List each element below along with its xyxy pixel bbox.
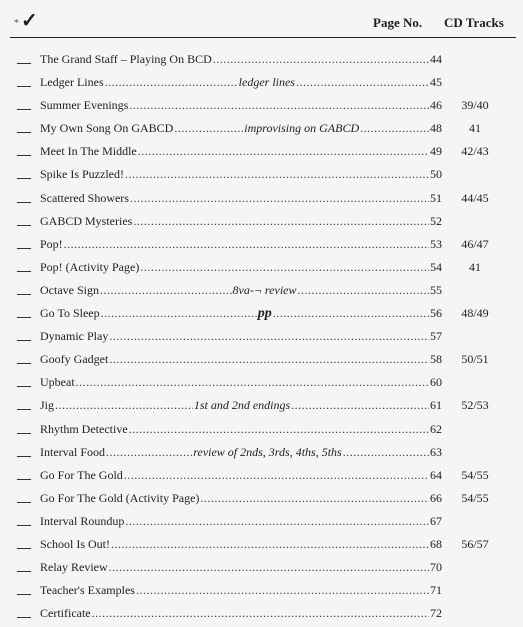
toc-entry <box>40 235 442 253</box>
dot-leader <box>136 581 429 599</box>
checkbox-blank-line[interactable] <box>17 525 31 526</box>
entry-cd-tracks: 42/43 <box>461 144 489 159</box>
dot-leader <box>297 281 429 299</box>
toc-entry <box>40 212 442 230</box>
checkbox-blank-line[interactable] <box>17 502 31 503</box>
entry-cd-tracks: 54/55 <box>461 467 489 482</box>
toc-header <box>0 6 523 36</box>
dot-leader <box>174 119 243 137</box>
entry-title: My Own Song On GABCD <box>40 121 174 136</box>
entry-cd-tracks: 41 <box>469 259 481 274</box>
dot-leader <box>109 327 429 345</box>
checkbox-blank-line[interactable] <box>17 386 31 387</box>
dot-leader <box>100 281 232 299</box>
entry-cd-tracks: 56/57 <box>461 536 489 551</box>
dot-leader <box>291 396 429 414</box>
entry-cd-tracks: 48/49 <box>461 306 489 321</box>
entry-page-number: 44 <box>430 52 442 66</box>
entry-page-number: 54 <box>430 259 442 274</box>
dot-leader <box>130 189 429 207</box>
dot-leader <box>125 165 429 183</box>
entry-page-number: 53 <box>430 236 442 251</box>
toc-row <box>0 396 523 419</box>
checkbox-blank-line[interactable] <box>17 617 31 618</box>
entry-page-number: 71 <box>430 583 442 598</box>
dot-leader <box>360 119 429 137</box>
entry-page-number: 58 <box>430 352 442 367</box>
checkbox-blank-line[interactable] <box>17 479 31 480</box>
toc-row <box>0 373 523 396</box>
entry-page-number: 64 <box>430 467 442 482</box>
toc-row <box>0 350 523 373</box>
toc-row <box>0 512 523 535</box>
entry-title: Rhythm Detective <box>40 421 128 436</box>
checkbox-blank-line[interactable] <box>17 548 31 549</box>
header-divider <box>10 37 516 38</box>
entry-title: Relay Review <box>40 560 108 575</box>
dot-leader <box>92 604 429 622</box>
entry-title: Upbeat <box>40 375 75 390</box>
entry-page-number: 62 <box>430 421 442 436</box>
toc-row <box>0 258 523 281</box>
entry-page-number: 48 <box>430 121 442 136</box>
toc-row <box>0 466 523 489</box>
entry-title: Pop! <box>40 236 63 251</box>
toc-entry <box>40 304 442 323</box>
dot-leader <box>133 212 429 230</box>
toc-row <box>0 235 523 258</box>
entry-title: Meet In The Middle <box>40 144 137 159</box>
asterisk-mark: * <box>14 18 19 29</box>
entry-title: Spike Is Puzzled! <box>40 167 124 182</box>
toc-row <box>0 189 523 212</box>
checkbox-blank-line[interactable] <box>17 86 31 87</box>
checkbox-blank-line[interactable] <box>17 294 31 295</box>
entry-page-number: 50 <box>430 167 442 182</box>
toc-entry <box>40 581 442 599</box>
toc-entry <box>40 258 442 276</box>
entry-cd-tracks: 52/53 <box>461 398 489 413</box>
entry-cd-tracks: 44/45 <box>461 190 489 205</box>
checkbox-blank-line[interactable] <box>17 132 31 133</box>
toc-row <box>0 142 523 165</box>
toc-row <box>0 581 523 604</box>
entry-concept-note: improvising on GABCD <box>244 121 360 136</box>
checkbox-blank-line[interactable] <box>17 363 31 364</box>
entry-page-number: 66 <box>430 490 442 505</box>
dot-leader <box>343 443 429 461</box>
dot-leader <box>125 512 429 530</box>
entry-title: Scattered Showers <box>40 190 129 205</box>
entry-title: Octave Sign <box>40 282 99 297</box>
table-of-contents <box>0 50 523 627</box>
toc-entry <box>40 373 442 391</box>
toc-entry <box>40 350 442 368</box>
checkbox-blank-line[interactable] <box>17 317 31 318</box>
entry-page-number: 61 <box>429 398 442 413</box>
toc-entry <box>40 535 442 553</box>
toc-entry <box>40 512 442 530</box>
toc-row <box>0 558 523 581</box>
checkbox-blank-line[interactable] <box>17 63 31 64</box>
toc-row <box>0 73 523 96</box>
toc-entry <box>40 396 442 414</box>
entry-page-number: 70 <box>430 560 442 575</box>
dot-leader <box>76 373 429 391</box>
toc-entry <box>40 443 442 461</box>
dot-leader <box>129 420 429 438</box>
toc-entry <box>40 327 442 345</box>
entry-cd-tracks: 41 <box>469 121 481 136</box>
toc-row <box>0 212 523 235</box>
dot-leader <box>109 558 429 576</box>
dot-leader <box>106 443 192 461</box>
entry-page-number: 46 <box>430 98 442 113</box>
entry-title: School Is Out! <box>40 536 110 551</box>
toc-entry <box>40 558 442 576</box>
dot-leader <box>101 304 257 322</box>
entry-title: Jig <box>40 398 55 413</box>
toc-entry <box>40 604 442 622</box>
entry-title: Interval Food <box>40 444 105 459</box>
entry-title: Go For The Gold <box>40 467 123 482</box>
entry-concept-note: 8va-¬ review <box>232 282 297 297</box>
checkbox-blank-line[interactable] <box>17 109 31 110</box>
dot-leader <box>64 235 429 253</box>
checkbox-blank-line[interactable] <box>17 248 31 249</box>
entry-title: Pop! (Activity Page) <box>40 259 140 274</box>
toc-row <box>0 96 523 119</box>
toc-entry <box>40 96 442 114</box>
dot-leader <box>109 350 429 368</box>
checkbox-blank-line[interactable] <box>17 456 31 457</box>
checkbox-blank-line[interactable] <box>17 594 31 595</box>
entry-page-number: 55 <box>430 282 442 297</box>
entry-page-number: 60 <box>430 375 442 390</box>
toc-entry <box>40 466 442 484</box>
dot-leader <box>138 142 429 160</box>
toc-entry <box>40 165 442 183</box>
entry-title: Dynamic Play <box>40 329 109 344</box>
toc-row <box>0 489 523 512</box>
entry-concept-note: review of 2nds, 3rds, 4ths, 5ths <box>193 444 342 459</box>
toc-entry <box>40 489 442 507</box>
toc-row <box>0 50 523 73</box>
entry-page-number: 56 <box>429 306 442 321</box>
checkbox-blank-line[interactable] <box>17 409 31 410</box>
dot-leader <box>200 489 429 507</box>
entry-page-number: 51 <box>430 190 442 205</box>
entry-cd-tracks: 50/51 <box>461 352 489 367</box>
checkbox-blank-line[interactable] <box>17 225 31 226</box>
entry-title: GABCD Mysteries <box>40 213 133 228</box>
cd-tracks-column-header: CD Tracks <box>444 15 504 30</box>
entry-cd-tracks: 39/40 <box>461 98 489 113</box>
checkbox-blank-line[interactable] <box>17 433 31 434</box>
checkbox-blank-line[interactable] <box>17 571 31 572</box>
toc-entry <box>40 119 442 137</box>
toc-row <box>0 281 523 304</box>
entry-page-number: 57 <box>430 329 442 344</box>
entry-concept-note: pp <box>257 306 272 322</box>
dot-leader <box>273 304 429 322</box>
checkbox-blank-line[interactable] <box>17 271 31 272</box>
toc-row <box>0 443 523 466</box>
entry-page-number: 52 <box>430 213 442 228</box>
checkbox-blank-line[interactable] <box>17 202 31 203</box>
dot-leader <box>111 535 429 553</box>
toc-row <box>0 420 523 443</box>
dot-leader <box>213 50 429 68</box>
toc-row <box>0 327 523 350</box>
entry-concept-note: ledger lines <box>238 75 295 90</box>
entry-page-number: 63 <box>429 444 442 459</box>
checkbox-blank-line[interactable] <box>17 155 31 156</box>
entry-title: Go For The Gold (Activity Page) <box>40 490 200 505</box>
toc-row <box>0 304 523 327</box>
toc-entry <box>40 189 442 207</box>
entry-cd-tracks: 54/55 <box>461 490 489 505</box>
toc-entry <box>40 73 442 91</box>
entry-page-number: 72 <box>430 606 442 621</box>
entry-page-number: 45 <box>430 75 442 90</box>
entry-concept-note: 1st and 2nd endings <box>193 398 291 413</box>
entry-page-number: 68 <box>430 536 442 551</box>
checkbox-blank-line[interactable] <box>17 340 31 341</box>
toc-row <box>0 604 523 627</box>
dot-leader <box>296 73 429 91</box>
check-mark-icon: ✓ <box>21 10 38 32</box>
toc-row <box>0 535 523 558</box>
entry-title: Teacher's Examples <box>40 583 135 598</box>
entry-title: Interval Roundup <box>40 513 125 528</box>
toc-row <box>0 165 523 188</box>
entry-title: Go To Sleep <box>40 306 100 321</box>
entry-page-number: 67 <box>430 513 442 528</box>
entry-title: Ledger Lines <box>40 75 104 90</box>
dot-leader <box>55 396 193 414</box>
entry-title: Summer Evenings <box>40 98 129 113</box>
toc-entry <box>40 50 442 68</box>
entry-title: The Grand Staff – Playing On BCD <box>40 52 212 66</box>
page-no-column-header: Page No. <box>373 15 423 30</box>
dot-leader <box>124 466 429 484</box>
checkbox-blank-line[interactable] <box>17 178 31 179</box>
toc-entry <box>40 142 442 160</box>
dot-leader <box>105 73 238 91</box>
dot-leader <box>140 258 429 276</box>
entry-title: Goofy Gadget <box>40 352 109 367</box>
toc-entry <box>40 281 442 299</box>
entry-title: Certificate <box>40 606 91 621</box>
entry-page-number: 49 <box>430 144 442 159</box>
dot-leader <box>129 96 429 114</box>
entry-cd-tracks: 46/47 <box>461 236 489 251</box>
toc-row <box>0 119 523 142</box>
toc-entry <box>40 420 442 438</box>
